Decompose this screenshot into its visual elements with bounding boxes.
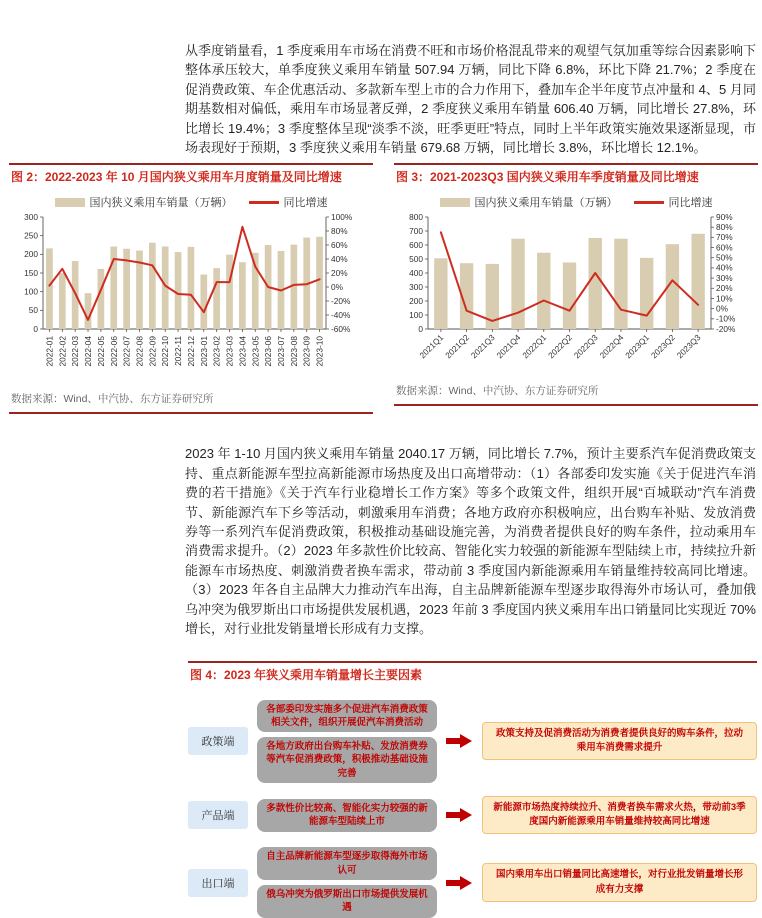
figures-row	[9, 163, 762, 414]
svg-text:2022-01: 2022-01	[44, 336, 55, 367]
svg-text:50%: 50%	[716, 252, 733, 263]
bar-series-swatch	[440, 198, 470, 207]
svg-text:60%: 60%	[331, 240, 348, 251]
svg-text:800: 800	[409, 212, 423, 223]
figure-3-source: 数据来源：Wind、中汽协、东方证券研究所	[394, 382, 758, 406]
figure-3-chart	[394, 211, 758, 381]
growth-factors-diagram	[188, 700, 757, 918]
svg-text:-10%: -10%	[716, 314, 736, 325]
line-series-label: 同比增速	[668, 197, 713, 210]
svg-text:2022Q3: 2022Q3	[571, 332, 600, 361]
svg-text:2023Q1: 2023Q1	[623, 332, 652, 361]
line-series-label: 同比增速	[283, 197, 328, 210]
svg-text:300: 300	[24, 212, 38, 223]
svg-text:100%: 100%	[331, 212, 353, 223]
svg-text:40%: 40%	[331, 254, 348, 265]
line-series-swatch	[634, 201, 664, 204]
svg-text:2021Q3: 2021Q3	[468, 332, 497, 361]
svg-text:2023-08: 2023-08	[288, 336, 299, 367]
svg-text:50: 50	[28, 305, 38, 316]
svg-text:2022-10: 2022-10	[160, 336, 171, 367]
factor-row-export	[188, 847, 757, 917]
svg-text:400: 400	[409, 268, 423, 279]
svg-text:2022-03: 2022-03	[70, 336, 81, 367]
figure-2-chart	[9, 211, 373, 389]
svg-text:-60%: -60%	[331, 324, 351, 335]
svg-text:200: 200	[409, 296, 423, 307]
svg-text:700: 700	[409, 226, 423, 237]
factor-cause: 俄乌冲突为俄罗斯出口市场提供发展机遇	[257, 885, 437, 918]
factor-cause: 各地方政府出台购车补贴、发放消费券等汽车促消费政策，积极推动基础设施完善	[257, 737, 437, 783]
factor-cause: 多款性价比较高、智能化实力较强的新能源车型陆续上市	[257, 799, 437, 832]
svg-text:0%: 0%	[716, 303, 728, 314]
factor-label-export: 出口端	[188, 869, 248, 897]
svg-text:150: 150	[24, 268, 38, 279]
bar-series-label: 国内狭义乘用车销量（万辆）	[474, 197, 618, 210]
svg-text:300: 300	[409, 282, 423, 293]
bar-series-label: 国内狭义乘用车销量（万辆）	[89, 197, 233, 210]
line-series-swatch	[249, 201, 279, 204]
svg-text:2023Q3: 2023Q3	[674, 332, 703, 361]
factor-cause: 自主品牌新能源车型逐步取得海外市场认可	[257, 847, 437, 880]
bar-series-swatch	[55, 198, 85, 207]
figure-3-legend	[394, 194, 758, 210]
svg-text:2022-08: 2022-08	[134, 336, 145, 367]
figure-3	[394, 163, 758, 414]
arrow-right-icon	[446, 734, 473, 748]
arrow-right-icon	[446, 876, 473, 890]
svg-text:-20%: -20%	[716, 324, 736, 335]
figure-2	[9, 163, 373, 414]
svg-text:2023Q2: 2023Q2	[648, 332, 677, 361]
svg-text:2022-07: 2022-07	[121, 336, 132, 367]
factor-label-policy: 政策端	[188, 727, 248, 755]
combo-chart	[9, 211, 373, 389]
factor-row-product	[188, 796, 757, 835]
svg-text:-40%: -40%	[331, 310, 351, 321]
svg-text:2023-06: 2023-06	[263, 336, 274, 367]
figure-3-title: 图 3：2021-2023Q3 国内狭义乘用车季度销量及同比增速	[394, 163, 758, 185]
svg-text:10%: 10%	[716, 293, 733, 304]
svg-text:2022-12: 2022-12	[185, 336, 196, 367]
svg-text:2023-02: 2023-02	[211, 336, 222, 367]
svg-text:600: 600	[409, 240, 423, 251]
svg-text:2021Q2: 2021Q2	[443, 332, 472, 361]
arrow-right-icon	[446, 808, 473, 822]
factor-effect: 新能源市场热度持续拉升、消费者换车需求火热，带动前3季度国内新能源乘用车销量维持较高同比增速	[482, 796, 757, 835]
svg-text:100: 100	[409, 310, 423, 321]
svg-text:2022-04: 2022-04	[83, 336, 94, 367]
svg-text:2022-05: 2022-05	[95, 336, 106, 367]
svg-text:250: 250	[24, 230, 38, 241]
paragraph-quarterly-sales: 从季度销量看，1 季度乘用车市场在消费不旺和市场价格混乱带来的观望气氛加重等综合因素影响下整体承压较大，单季度狭义乘用车销量 507.94 万辆，同比下降 6.8%，环比下降 21.7%；2 季度在促消费政策、车企优惠活动、多款新车型上市的合力作用下，叠加车企半年度节点冲量和 4、5 月同期基数相对偏低，乘用车市场显著反弹，2 季度狭义乘用车销量 606.40 万辆，同比增长 27.8%，环比增长 19.4%；3 季度整体呈现“淡季不淡，旺季更旺”特点，同时上半年政策实施效果逐渐显现，市场表现好于预期，3 季度狭义乘用车销量 679.68 万辆，同比增长 3.8%，环比增长 12.1%。	[185, 43, 756, 156]
factor-label-product: 产品端	[188, 801, 248, 829]
svg-text:0: 0	[418, 324, 423, 335]
svg-text:2023-07: 2023-07	[275, 336, 286, 367]
svg-text:0: 0	[33, 324, 38, 335]
factor-causes	[257, 799, 437, 832]
svg-text:2022Q1: 2022Q1	[520, 332, 549, 361]
svg-text:100: 100	[24, 286, 38, 297]
svg-text:80%: 80%	[716, 222, 733, 233]
svg-text:500: 500	[409, 254, 423, 265]
figure-2-source: 数据来源：Wind、中汽协、东方证券研究所	[9, 390, 373, 414]
combo-chart	[394, 211, 758, 381]
svg-text:2022-11: 2022-11	[173, 336, 184, 367]
svg-text:60%: 60%	[716, 242, 733, 253]
svg-text:2023-04: 2023-04	[237, 336, 248, 367]
paragraph-annual-sales: 2023 年 1-10 月国内狭义乘用车销量 2040.17 万辆，同比增长 7.7%，预计主要系汽车促消费政策支持、重点新能源车型拉高新能源市场热度及出口高增带动：（1）各部委印发实施《关于促进汽车消费的若干措施》《关于汽车行业稳增长工作方案》等多个政策文件，组织开展“百城联动”汽车消费节、新能源汽车下乡等活动，刺激乘用车消费；各地方政府亦积极响应，出台购车补贴、发放消费券等一系列汽车促消费政策，积极推动基础设施完善，为消费者提供良好的购车条件，拉动乘用车消费需求提升。（2）2023 年多款性价比较高、智能化实力较强的新能源车型陆续上市，持续拉升新能源车市场热度、刺激消费者换车需求，带动前 3 季度国内新能源乘用车销量维持较高同比增速。（3）2023 年各自主品牌大力推动汽车出海，自主品牌新能源车型逐步取得海外市场认可，叠加俄乌冲突为俄罗斯出口市场提供发展机遇，2023 年前 3 季度国内狭义乘用车出口销量同比实现近 70%增长，对行业批发销量增长形成有力支撑。	[185, 446, 756, 637]
svg-text:2022Q2: 2022Q2	[545, 332, 574, 361]
svg-text:2022Q4: 2022Q4	[597, 332, 626, 361]
svg-text:200: 200	[24, 249, 38, 260]
svg-text:2021Q1: 2021Q1	[417, 332, 446, 361]
svg-text:2021Q4: 2021Q4	[494, 332, 523, 361]
figure-2-legend	[9, 194, 373, 210]
svg-text:20%: 20%	[331, 268, 348, 279]
factor-effect: 政策支持及促消费活动为消费者提供良好的购车条件，拉动乘用车消费需求提升	[482, 722, 757, 761]
factor-row-policy	[188, 700, 757, 783]
svg-text:2023-09: 2023-09	[301, 336, 312, 367]
svg-text:70%: 70%	[716, 232, 733, 243]
svg-text:0%: 0%	[331, 282, 343, 293]
factor-cause: 各部委印发实施多个促进汽车消费政策相关文件，组织开展促汽车消费活动	[257, 700, 437, 733]
svg-text:2023-01: 2023-01	[198, 336, 209, 367]
figure-2-title: 图 2：2022-2023 年 10 月国内狭义乘用车月度销量及同比增速	[9, 163, 373, 185]
svg-text:2023-10: 2023-10	[314, 336, 325, 367]
svg-text:40%: 40%	[716, 263, 733, 274]
svg-text:90%: 90%	[716, 212, 733, 223]
svg-text:2022-09: 2022-09	[147, 336, 158, 367]
factor-effect: 国内乘用车出口销量同比高速增长，对行业批发销量增长形成有力支撑	[482, 863, 757, 902]
svg-text:2023-05: 2023-05	[250, 336, 261, 367]
figure-4-title: 图 4：2023 年狭义乘用车销量增长主要因素	[188, 661, 757, 683]
svg-text:-20%: -20%	[331, 296, 351, 307]
svg-text:2022-06: 2022-06	[108, 336, 119, 367]
svg-text:80%: 80%	[331, 226, 348, 237]
svg-text:20%: 20%	[716, 283, 733, 294]
figure-4	[188, 661, 757, 918]
factor-causes	[257, 847, 437, 917]
svg-text:2023-03: 2023-03	[224, 336, 235, 367]
factor-causes	[257, 700, 437, 783]
svg-text:2022-02: 2022-02	[57, 336, 68, 367]
svg-text:30%: 30%	[716, 273, 733, 284]
